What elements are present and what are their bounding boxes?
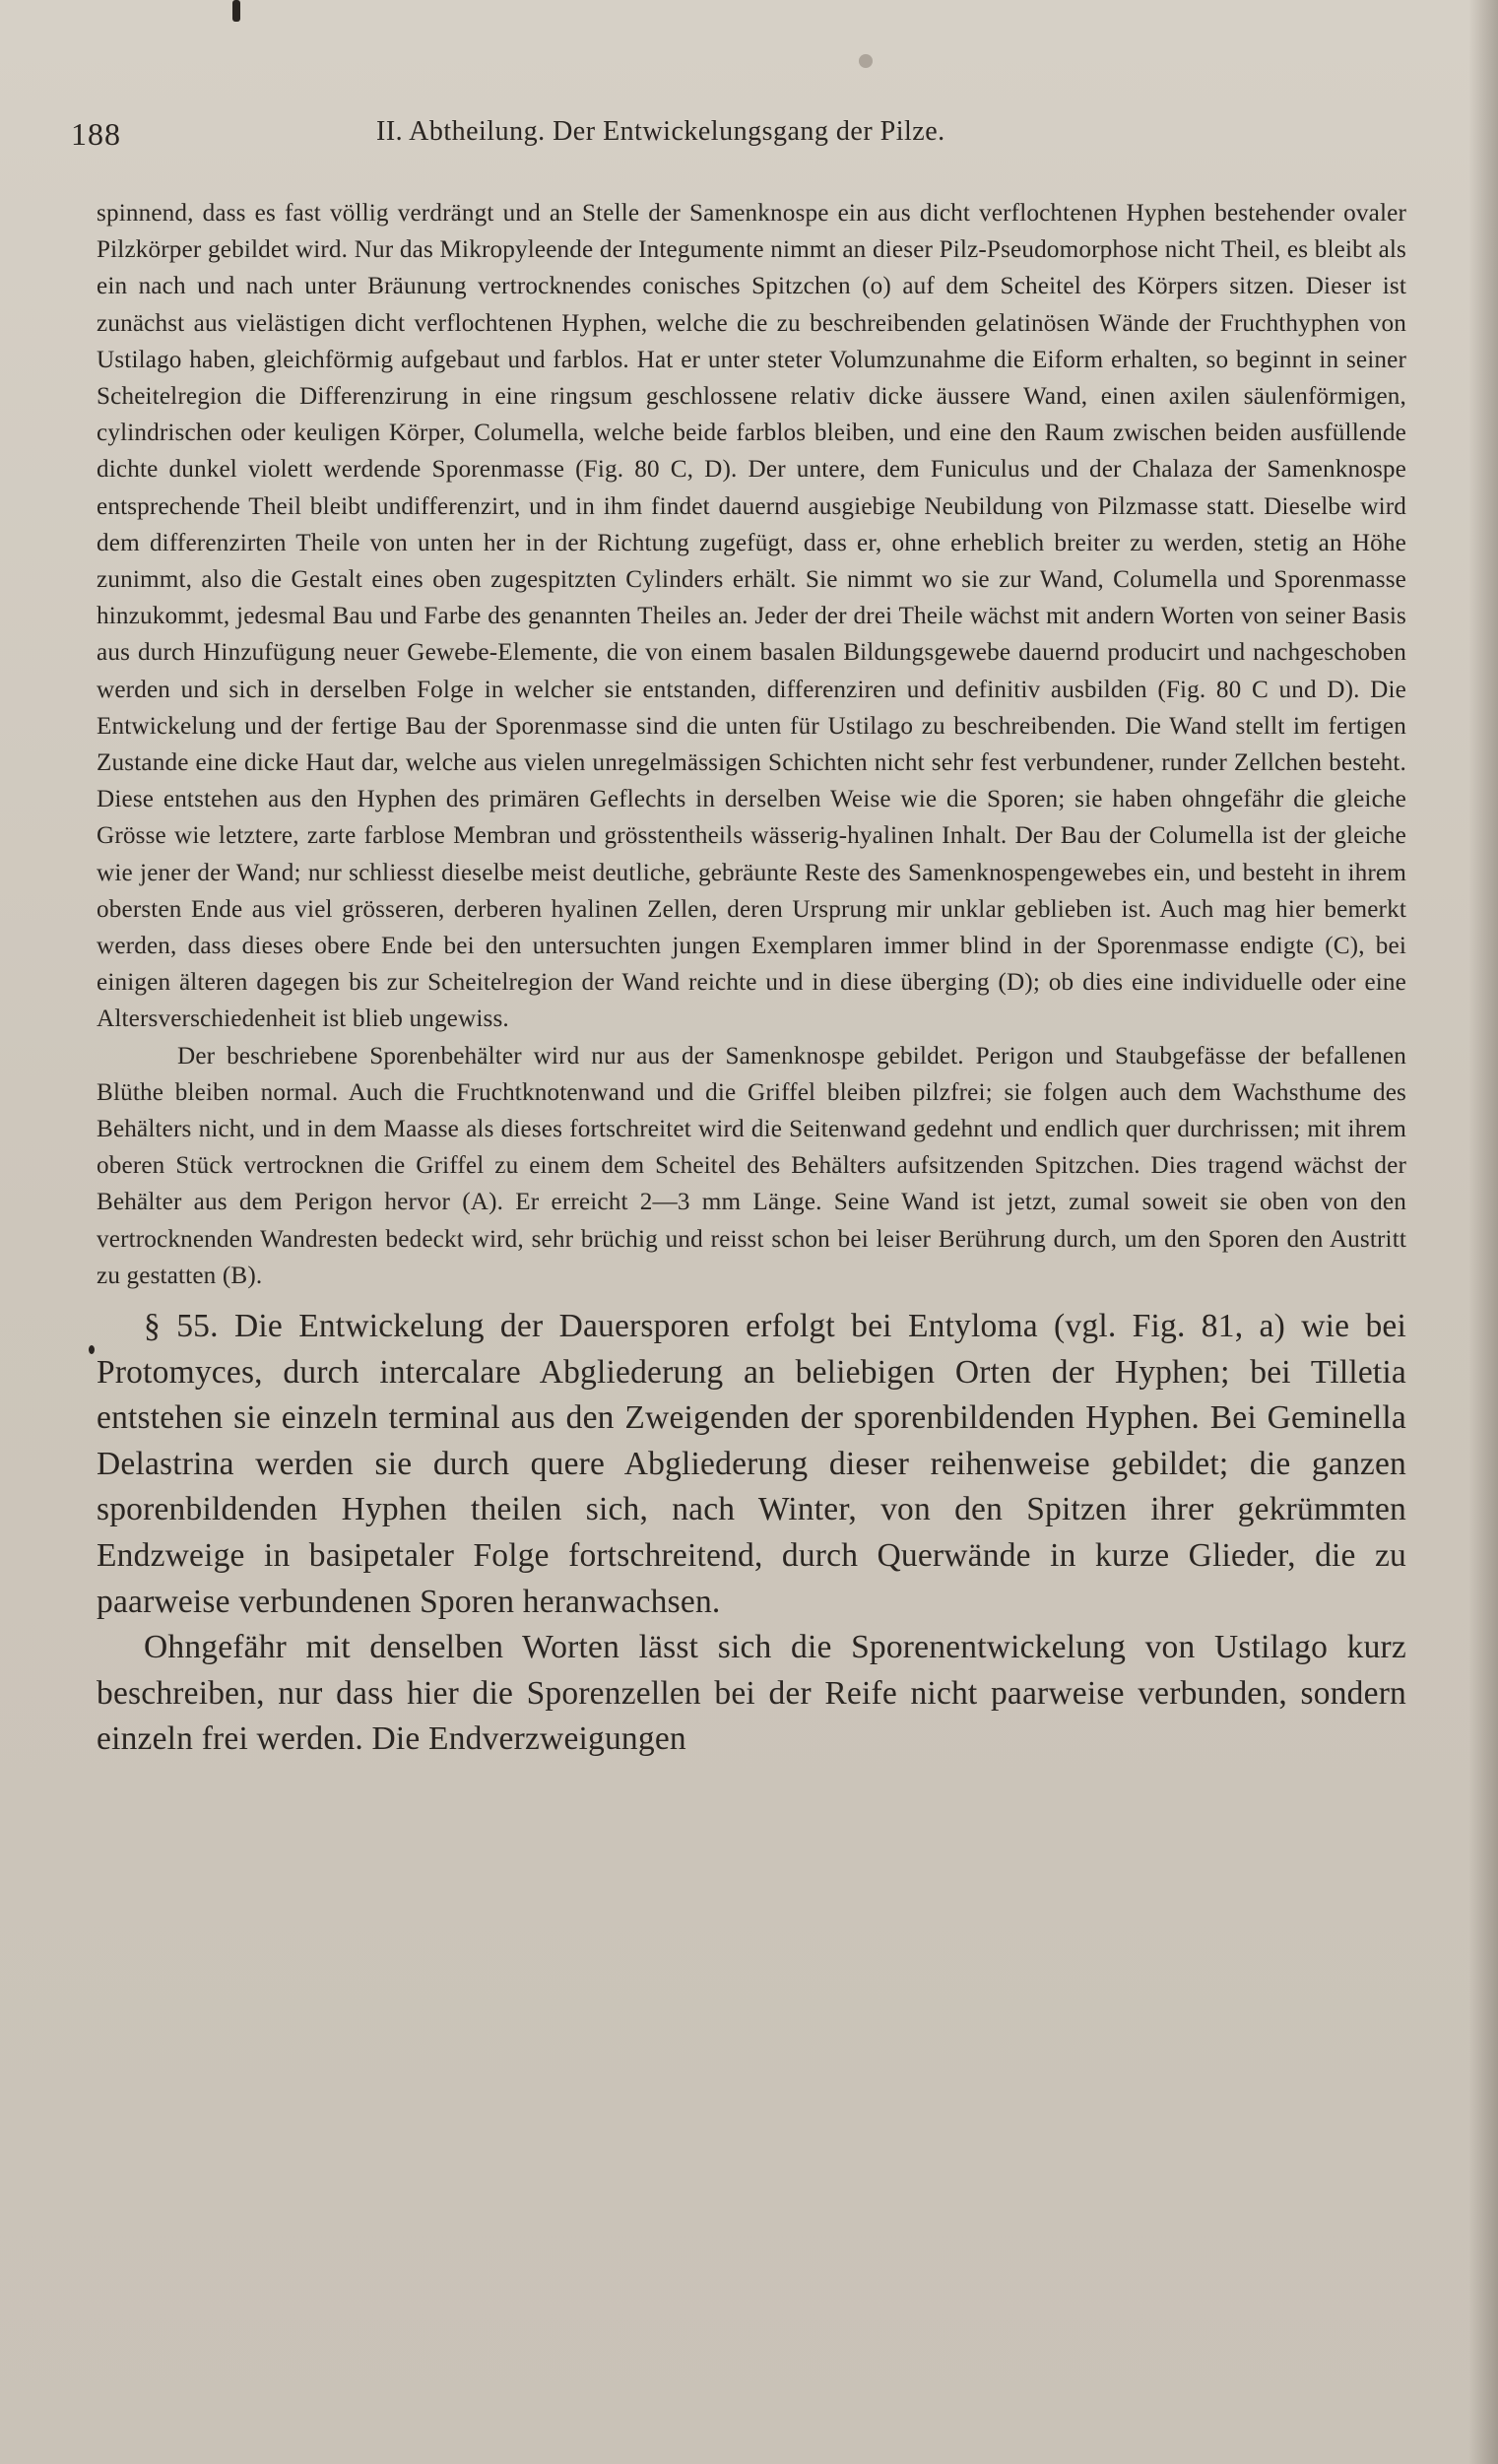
small-print-section	[97, 195, 1406, 1294]
paragraph-spore-container: Der beschriebene Sporenbehälter wird nur aus der Samenknospe gebildet. Perigon und Staubgefässe der befallenen Blüthe bleiben normal. Auch die Fruchtknotenwand und die Griffel bleiben pilzfrei; sie folgen auch dem Wachsthume des Behälters nicht, und in dem Maasse als dieses fortschreitet wird die Seitenwand gedehnt und endlich quer durchrissen; mit ihrem oberen Stück vertrocknen die Griffel zu einem dem Scheitel des Behälters aufsitzenden Spitzchen. Dies tragend wächst der Behälter aus dem Perigon hervor (A). Er erreicht 2—3 mm Länge. Seine Wand ist jetzt, zumal soweit sie oben von den vertrocknenden Wandresten bedeckt wird, sehr brüchig und reisst schon bei leiser Berührung durch, um den Sporen den Austritt zu gestatten (B).	[97, 1042, 1406, 1289]
paragraph-section-55: § 55. Die Entwickelung der Dauersporen erfolgt bei Entyloma (vgl. Fig. 81, a) wie bei Protomyces, durch intercalare Abgliederung an beliebigen Orten der Hyphen; bei Tilletia entstehen sie einzeln terminal aus den Zweigenden der sporenbildenden Hyphen. Bei Geminella Delastrina werden sie durch quere Abgliederung dieser reihenweise gebildet; die ganzen sporenbildenden Hyphen theilen sich, nach Winter, von den Spitzen ihrer gekrümmten Endzweige in basipetaler Folge fortschreitend, durch Querwände in kurze Glieder, die zu paarweise verbundenen Sporen heranwachsen.	[97, 1308, 1406, 1620]
page-stain	[859, 54, 873, 68]
page-header	[71, 116, 1410, 156]
page-edge-shadow	[1468, 0, 1498, 2464]
ink-mark	[232, 0, 240, 22]
paragraph-sporangium-development: spinnend, dass es fast völlig verdrängt und an Stelle der Samenknospe ein aus dicht verflochtenen Hyphen bestehender ovaler Pilzkörper gebildet wird. Nur das Mikropyleende der Integumente nimmt an dieser Pilz-Pseudomorphose nicht Theil, es bleibt als ein nach und nach unter Bräunung vertrocknendes conisches Spitzchen (o) auf dem Scheitel des Körpers sitzen. Dieser ist zunächst aus vielästigen dicht verflochtenen Hyphen, welche die zu beschreibenden gelatinösen Wände der Fruchthyphen von Ustilago haben, gleichförmig aufgebaut und farblos. Hat er unter steter Volumzunahme die Eiform erhalten, so beginnt in seiner Scheitelregion die Differenzirung in eine ringsum geschlossene relativ dicke äussere Wand, einen axilen säulenförmigen, cylindrischen oder keuligen Körper, Columella, welche beide farblos bleiben, und eine den Raum zwischen beiden ausfüllende dichte dunkel violett werdende Sporenmasse (Fig. 80 C, D). Der untere, dem Funiculus und der Chalaza der Samenknospe entsprechende Theil bleibt undifferenzirt, und in ihm findet dauernd ausgiebige Neubildung von Pilzmasse statt. Dieselbe wird dem differenzirten Theile von unten her in der Richtung zugefügt, dass er, ohne erheblich breiter zu werden, stetig an Höhe zunimmt, also die Gestalt eines oben zugespitzten Cylinders erhält. Sie nimmt wo sie zur Wand, Columella und Sporenmasse hinzukommt, jedesmal Bau und Farbe des genannten Theiles an. Jeder der drei Theile wächst mit andern Worten von seiner Basis aus durch Hinzufügung neuer Gewebe-Elemente, die von einem basalen Bildungsgewebe dauernd producirt und nachgeschoben werden und sich in derselben Folge in welcher sie entstanden, differenziren und definitiv ausbilden (Fig. 80 C und D). Die Entwickelung und der fertige Bau der Sporenmasse sind die unten für Ustilago zu beschreibenden. Die Wand stellt im fertigen Zustande eine dicke Haut dar, welche aus vielen unregelmässigen Schichten nicht sehr fest verbundener, runder Zellchen besteht. Diese entstehen aus den Hyphen des primären Geflechts in derselben Weise wie die Sporen; sie haben ohngefähr die gleiche Grösse wie letztere, zarte farblose Membran und grösstentheils wässerig-hyalinen Inhalt. Der Bau der Columella ist der gleiche wie jener der Wand; nur schliesst dieselbe meist deutliche, gebräunte Reste des Samenknospengewebes ein, und besteht in ihrem obersten Ende aus viel grösseren, derberen hyalinen Zellen, deren Ursprung mir unklar geblieben ist. Auch mag hier bemerkt werden, dass dieses obere Ende bei den untersuchten jungen Exemplaren immer blind in der Sporenmasse endigte (C), bei einigen älteren dagegen bis zur Scheitelregion der Wand reichte und in diese überging (D); ob dies eine individuelle oder eine Altersverschiedenheit ist blieb ungewiss.	[97, 200, 1406, 1033]
page-body	[97, 195, 1406, 1763]
main-text-section	[97, 1304, 1406, 1763]
margin-dot	[89, 1345, 95, 1354]
running-head: II. Abtheilung. Der Entwickelungsgang der Pilze.	[376, 116, 945, 147]
page-number: 188	[71, 116, 121, 152]
paragraph-ustilago: Ohngefähr mit denselben Worten lässt sich die Sporenentwickelung von Ustilago kurz beschreiben, nur dass hier die Sporenzellen bei der Reife nicht paarweise verbunden, sondern einzeln frei werden. Die Endverzweigungen	[97, 1629, 1406, 1758]
